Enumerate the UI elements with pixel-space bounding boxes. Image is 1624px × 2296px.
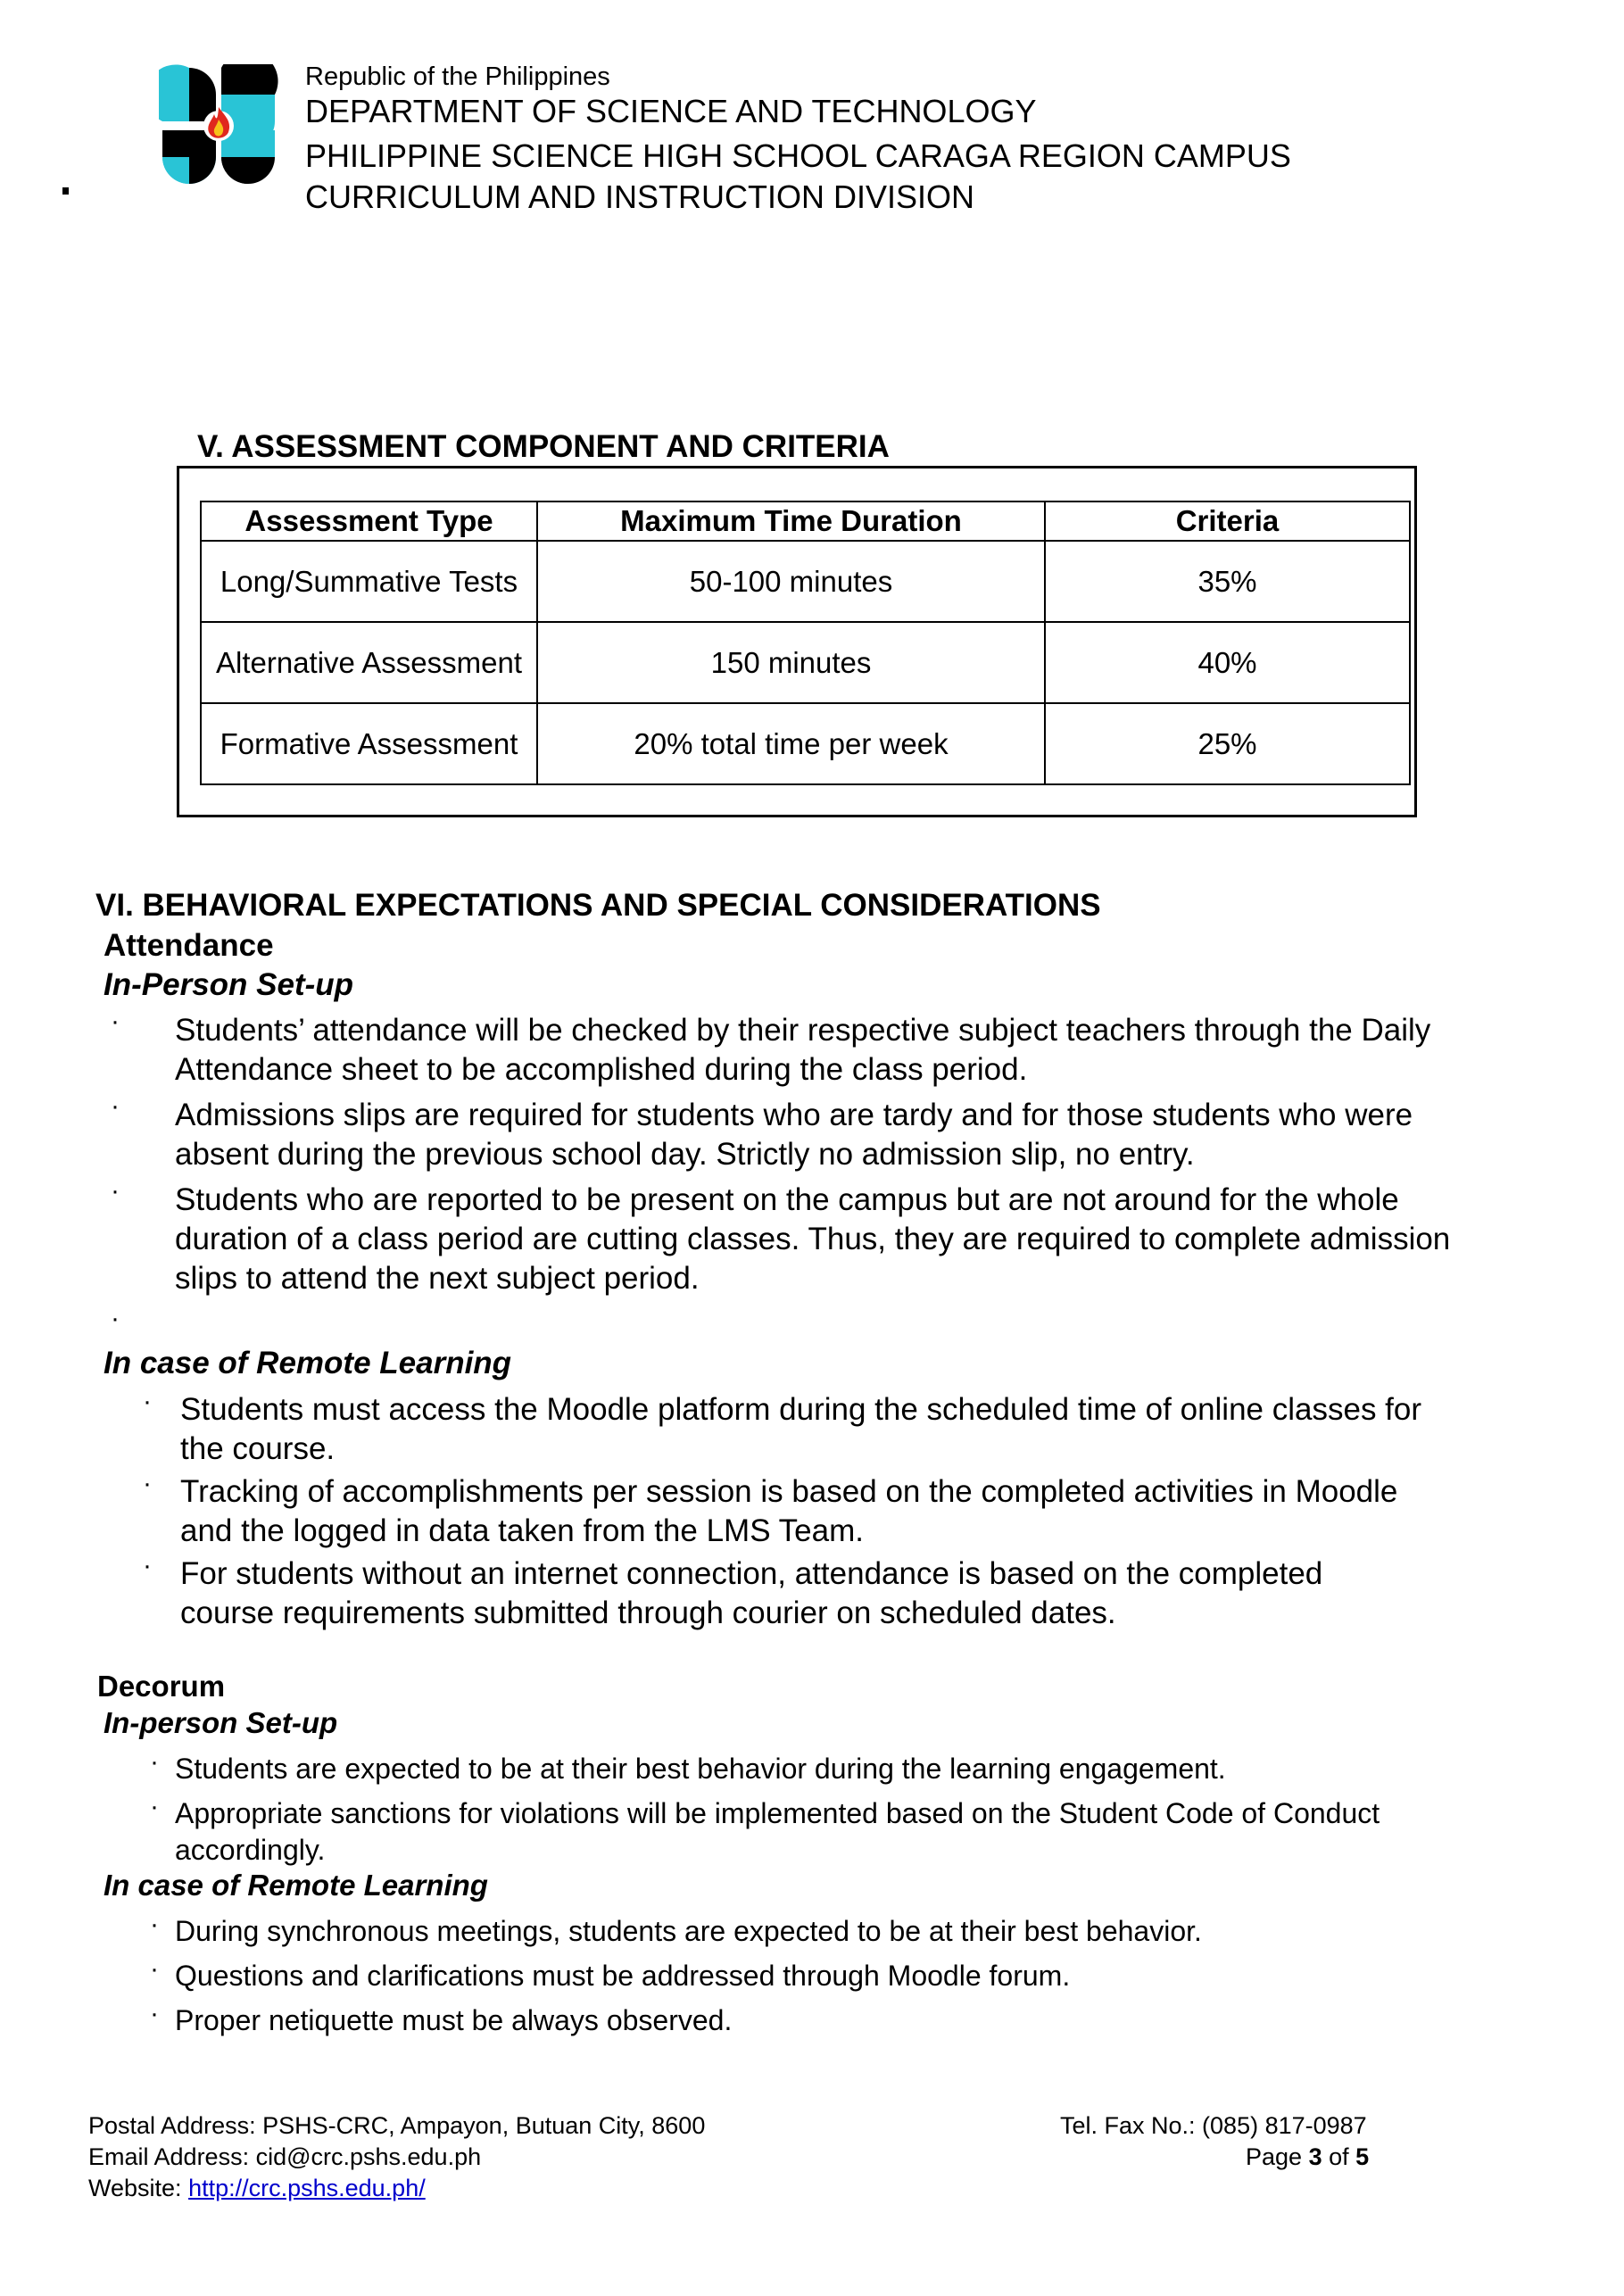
- table-cell: Long/Summative Tests: [201, 541, 537, 622]
- list-item: Tracking of accomplishments per session is based on the completed activities in Moodle: [180, 1474, 1398, 1509]
- table-row: [201, 622, 1410, 703]
- header-division: CURRICULUM AND INSTRUCTION DIVISION: [305, 178, 975, 215]
- list-item: Questions and clarifications must be addressed through Moodle forum.: [175, 1960, 1071, 1992]
- bullet-icon: ·: [150, 1747, 159, 1777]
- bullet-icon: ·: [150, 1999, 159, 2028]
- footer-website-label: Website:: [88, 2175, 189, 2201]
- list-item: slips to attend the next subject period.: [175, 1261, 700, 1296]
- footer-telfax: Tel. Fax No.: (085) 817-0987: [1060, 2112, 1367, 2139]
- decorum-in-person-heading: In-person Set-up: [104, 1706, 338, 1739]
- header-dot-mark: [62, 187, 69, 195]
- list-item: During synchronous meetings, students are expected to be at their best behavior.: [175, 1915, 1202, 1947]
- footer-postal-address: Postal Address: PSHS-CRC, Ampayon, Butuan City, 8600: [88, 2112, 706, 2139]
- bullet-icon: ·: [150, 1954, 159, 1984]
- table-row: [201, 703, 1410, 784]
- table-cell: 20% total time per week: [537, 703, 1045, 784]
- list-item: and the logged in data taken from the LMS Team.: [180, 1513, 864, 1548]
- page-prefix: Page: [1246, 2143, 1309, 2170]
- bullet-icon: ·: [143, 1387, 152, 1416]
- table-header-cell: Maximum Time Duration: [537, 501, 1045, 541]
- list-item: Students are expected to be at their best behavior during the learning engagement.: [175, 1753, 1226, 1785]
- table-cell: 50-100 minutes: [537, 541, 1045, 622]
- bullet-icon: ·: [111, 1091, 120, 1121]
- table-cell: 150 minutes: [537, 622, 1045, 703]
- footer-website: [88, 2175, 426, 2202]
- bullet-icon: ·: [111, 1176, 120, 1206]
- header-department: DEPARTMENT OF SCIENCE AND TECHNOLOGY: [305, 93, 1037, 129]
- table-header-row: [201, 501, 1410, 541]
- attendance-in-person-heading: In-Person Set-up: [104, 967, 354, 1002]
- footer-website-link[interactable]: http://crc.pshs.edu.ph/: [188, 2175, 426, 2201]
- decorum-heading: Decorum: [97, 1670, 226, 1703]
- list-item: Proper netiquette must be always observed.: [175, 2004, 733, 2036]
- pshs-logo: [159, 64, 278, 187]
- header-republic: Republic of the Philippines: [305, 62, 610, 91]
- table-cell: 40%: [1045, 622, 1410, 703]
- list-item: Students’ attendance will be checked by their respective subject teachers through the Daily: [175, 1013, 1431, 1048]
- page-current: 3: [1308, 2143, 1322, 2170]
- bullet-icon: ·: [150, 1910, 159, 1939]
- footer-page-number: [1246, 2143, 1369, 2171]
- list-item: accordingly.: [175, 1834, 326, 1866]
- list-item: course requirements submitted through courier on scheduled dates.: [180, 1596, 1116, 1630]
- attendance-heading: Attendance: [104, 928, 274, 963]
- table-row: [201, 541, 1410, 622]
- page-of: of: [1322, 2143, 1356, 2170]
- list-item: duration of a class period are cutting classes. Thus, they are required to complete admission: [175, 1222, 1451, 1256]
- section-v-title: V. ASSESSMENT COMPONENT AND CRITERIA: [197, 429, 890, 464]
- attendance-remote-heading: In case of Remote Learning: [104, 1346, 512, 1380]
- table-cell: 35%: [1045, 541, 1410, 622]
- list-item: the course.: [180, 1431, 336, 1466]
- table-header-cell: Criteria: [1045, 501, 1410, 541]
- table-cell: Formative Assessment: [201, 703, 537, 784]
- bullet-icon: ·: [111, 1007, 120, 1036]
- decorum-remote-heading: In case of Remote Learning: [104, 1869, 488, 1902]
- bullet-icon: ·: [150, 1792, 159, 1821]
- list-item: Attendance sheet to be accomplished during the class period.: [175, 1052, 1028, 1087]
- header-school: PHILIPPINE SCIENCE HIGH SCHOOL CARAGA REGION CAMPUS: [305, 137, 1291, 174]
- bullet-icon: ·: [143, 1469, 152, 1498]
- page-total: 5: [1355, 2143, 1370, 2170]
- list-item: Students who are reported to be present on the campus but are not around for the whole: [175, 1182, 1399, 1217]
- list-item: Students must access the Moodle platform during the scheduled time of online classes for: [180, 1392, 1422, 1427]
- list-item: Admissions slips are required for students who are tardy and for those students who were: [175, 1098, 1413, 1132]
- list-item: Appropriate sanctions for violations will be implemented based on the Student Code of Conduct: [175, 1797, 1380, 1829]
- assessment-table: [200, 501, 1411, 785]
- bullet-icon: ·: [143, 1551, 152, 1580]
- table-cell: Alternative Assessment: [201, 622, 537, 703]
- table-cell: 25%: [1045, 703, 1410, 784]
- bullet-icon: ·: [111, 1304, 120, 1333]
- list-item: absent during the previous school day. Strictly no admission slip, no entry.: [175, 1137, 1195, 1172]
- footer-email-address: Email Address: cid@crc.pshs.edu.ph: [88, 2143, 482, 2170]
- table-header-cell: Assessment Type: [201, 501, 537, 541]
- list-item: For students without an internet connection, attendance is based on the completed: [180, 1556, 1323, 1591]
- section-vi-title: VI. BEHAVIORAL EXPECTATIONS AND SPECIAL CONSIDERATIONS: [95, 888, 1101, 923]
